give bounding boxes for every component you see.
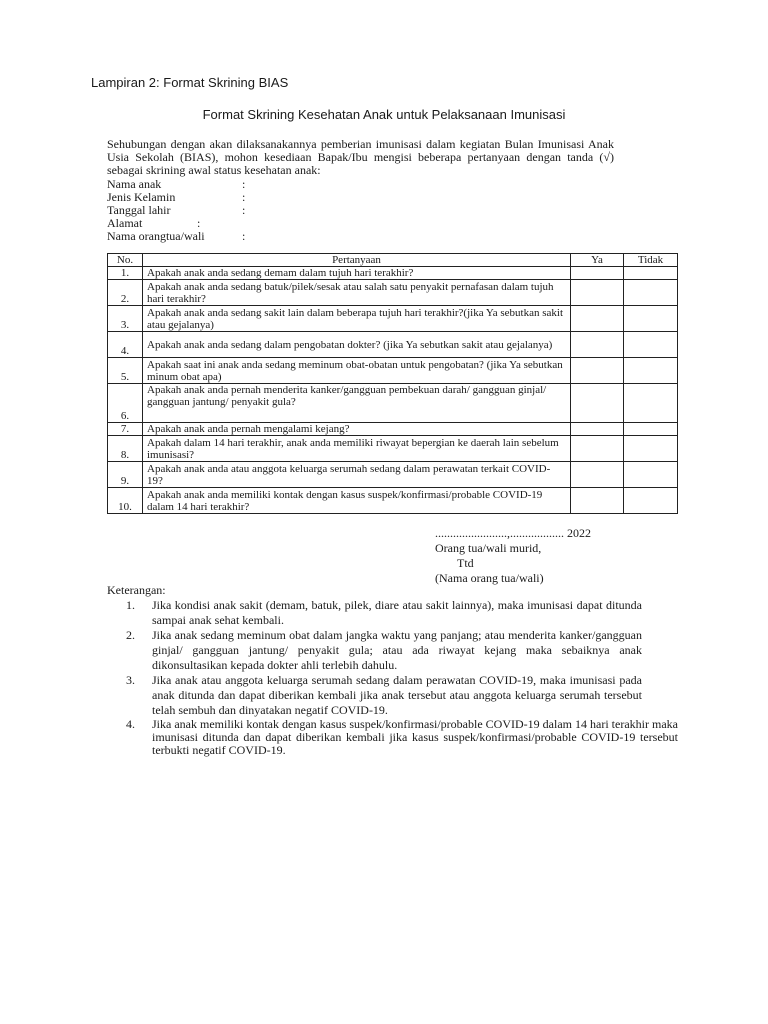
- note-text: Jika kondisi anak sakit (demam, batuk, pilek, diare atau sakit lainnya), maka imunisasi dapat ditunda sampai anak sehat kembali.: [152, 598, 642, 627]
- answer-yes-cell[interactable]: [571, 488, 624, 514]
- notes-list: [126, 598, 678, 757]
- screening-table: [107, 253, 678, 514]
- note-number: 3.: [126, 673, 135, 687]
- list-item: [126, 718, 678, 757]
- row-number: 3.: [108, 306, 143, 332]
- answer-yes-cell[interactable]: [571, 332, 624, 358]
- row-number: 8.: [108, 436, 143, 462]
- answer-no-cell[interactable]: [624, 280, 678, 306]
- note-number: 2.: [126, 628, 135, 642]
- table-header-row: [108, 254, 678, 267]
- list-item: [126, 628, 678, 673]
- field-colon: :: [242, 203, 246, 217]
- row-number: 9.: [108, 462, 143, 488]
- field-label: Nama orangtua/wali: [107, 229, 205, 243]
- table-row: [108, 462, 678, 488]
- row-question: Apakah anak anda pernah menderita kanker/gangguan pembekuan darah/ gangguan ginjal/ gangguan jantung/ penyakit gula?: [143, 384, 571, 423]
- field-label: Alamat: [107, 216, 143, 230]
- note-text: Jika anak atau anggota keluarga serumah sedang dalam perawatan COVID-19, maka imunisasi pada anak ditunda dan dapat diberikan kembali jika anak tersebut atau anggota keluarga serumah tersebut telah sembuh dan dinyatakan negatif COVID-19.: [152, 673, 642, 717]
- row-number: 7.: [108, 423, 143, 436]
- field-colon: :: [242, 190, 246, 204]
- field-label: Tanggal lahir: [107, 203, 171, 217]
- row-number: 5.: [108, 358, 143, 384]
- row-question: Apakah anak anda sedang dalam pengobatan dokter? (jika Ya sebutkan sakit atau gejalanya): [143, 332, 571, 358]
- notes-heading: Keterangan:: [107, 583, 166, 597]
- table-row: [108, 384, 678, 423]
- table-row: [108, 332, 678, 358]
- answer-no-cell[interactable]: [624, 462, 678, 488]
- answer-no-cell[interactable]: [624, 332, 678, 358]
- note-number: 4.: [126, 717, 135, 731]
- row-question: Apakah anak anda sedang batuk/pilek/sesak atau salah satu penyakit pernafasan dalam tujuh hari terakhir?: [143, 280, 571, 306]
- field-colon: :: [242, 177, 246, 191]
- signature-ttd: Ttd: [457, 556, 474, 570]
- answer-yes-cell[interactable]: [571, 384, 624, 423]
- table-row: [108, 423, 678, 436]
- form-title: Format Skrining Kesehatan Anak untuk Pelaksanaan Imunisasi: [202, 107, 566, 122]
- row-number: 1.: [108, 267, 143, 280]
- answer-no-cell[interactable]: [624, 306, 678, 332]
- answer-yes-cell[interactable]: [571, 306, 624, 332]
- answer-no-cell[interactable]: [624, 267, 678, 280]
- row-number: 4.: [108, 332, 143, 358]
- note-text: Jika anak sedang meminum obat dalam jangka waktu yang panjang; atau menderita kanker/gangguan ginjal/ gangguan jantung/ penyakit gula; atau ada riwayat kejang maka sebaiknya anak dikonsultasikan kepada dokter ahli terlebih dahulu.: [152, 628, 642, 672]
- signature-role: Orang tua/wali murid,: [435, 541, 542, 555]
- attachment-heading: Lampiran 2: Format Skrining BIAS: [91, 75, 289, 90]
- intro-paragraph: Sehubungan dengan akan dilaksanakannya pemberian imunisasi dalam kegiatan Bulan Imunisasi Anak Usia Sekolah (BIAS), mohon kesediaan Bapak/Ibu mengisi beberapa pertanyaan dengan tanda (√) sebagai skrining awal status kesehatan anak:: [107, 137, 614, 177]
- table-row: [108, 280, 678, 306]
- field-colon: :: [242, 229, 246, 243]
- answer-yes-cell[interactable]: [571, 423, 624, 436]
- field-label: Nama anak: [107, 177, 162, 191]
- row-question: Apakah anak anda sedang sakit lain dalam beberapa tujuh hari terakhir?(jika Ya sebutkan sakit atau gejalanya): [143, 306, 571, 332]
- signature-date-line: ........................,.................. 2022: [435, 526, 591, 540]
- header-yes: Ya: [571, 254, 624, 267]
- answer-yes-cell[interactable]: [571, 280, 624, 306]
- field-colon: :: [197, 216, 201, 230]
- row-question: Apakah saat ini anak anda sedang meminum obat-obatan untuk pengobatan? (jika Ya sebutkan minum obat apa): [143, 358, 571, 384]
- row-question: Apakah anak anda sedang demam dalam tujuh hari terakhir?: [143, 267, 571, 280]
- answer-yes-cell[interactable]: [571, 267, 624, 280]
- answer-yes-cell[interactable]: [571, 462, 624, 488]
- row-number: 6.: [108, 384, 143, 423]
- field-label: Jenis Kelamin: [107, 190, 176, 204]
- answer-no-cell[interactable]: [624, 358, 678, 384]
- list-item: [126, 673, 678, 718]
- field-parent-name: [107, 229, 246, 243]
- row-question: Apakah anak anda pernah mengalami kejang?: [143, 423, 571, 436]
- table-row: [108, 358, 678, 384]
- row-number: 10.: [108, 488, 143, 514]
- table-row: [108, 436, 678, 462]
- row-number: 2.: [108, 280, 143, 306]
- table-row: [108, 488, 678, 514]
- answer-no-cell[interactable]: [624, 384, 678, 423]
- row-question: Apakah anak anda atau anggota keluarga serumah sedang dalam perawatan terkait COVID-19?: [143, 462, 571, 488]
- answer-yes-cell[interactable]: [571, 436, 624, 462]
- row-question: Apakah anak anda memiliki kontak dengan kasus suspek/konfirmasi/probable COVID-19 dalam 14 hari terakhir?: [143, 488, 571, 514]
- signature-name: (Nama orang tua/wali): [435, 571, 544, 585]
- answer-no-cell[interactable]: [624, 423, 678, 436]
- table-row: [108, 267, 678, 280]
- header-question: Pertanyaan: [143, 254, 571, 267]
- list-item: [126, 598, 678, 628]
- note-number: 1.: [126, 598, 135, 612]
- answer-no-cell[interactable]: [624, 436, 678, 462]
- header-no: No.: [108, 254, 143, 267]
- header-no-answer: Tidak: [624, 254, 678, 267]
- answer-no-cell[interactable]: [624, 488, 678, 514]
- note-text: Jika anak memiliki kontak dengan kasus suspek/konfirmasi/probable COVID-19 dalam 14 hari terakhir maka imunisasi ditunda dan dapat diberikan kembali jika kasus suspek/konfirmasi/probable COVID-19 tersebut terbukti negatif COVID-19.: [152, 717, 678, 757]
- answer-yes-cell[interactable]: [571, 358, 624, 384]
- row-question: Apakah dalam 14 hari terakhir, anak anda memiliki riwayat bepergian ke daerah lain sebelum imunisasi?: [143, 436, 571, 462]
- table-row: [108, 306, 678, 332]
